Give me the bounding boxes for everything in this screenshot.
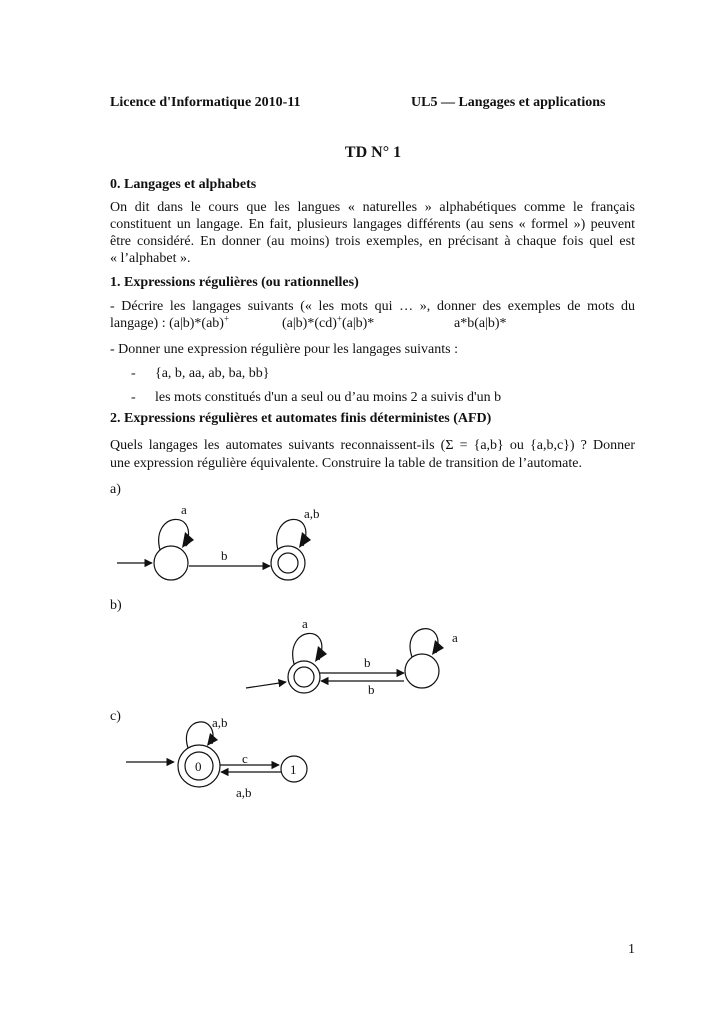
line2-prefix: langage) : [110,316,170,331]
regex-2: (a|b)*(cd)+(a|b)* [282,313,375,331]
state-initial [154,546,188,580]
section1-heading: 1. Expressions régulières (ou rationnelles) [110,275,359,290]
automaton-a [117,502,320,580]
state-final [271,546,305,580]
transition-label: c [242,751,248,766]
list-item-dash: - [131,390,136,405]
state-final-inner [278,553,298,573]
initial-arrow [246,682,286,688]
section0-line: constituent un langage. En fait, plusieurs langages différents (au sens « formel ») peuvent [110,217,635,232]
header-unit: UL5 — Langages et applications [411,95,606,110]
section1-line3: - Donner une expression régulière pour les langages suivants : [110,342,458,357]
loop-label: a [452,630,458,645]
state-2 [405,654,439,688]
section0-line: « l’alphabet ». [110,251,191,266]
state-1-label: 1 [290,762,297,777]
section1-line1: - Décrire les langages suivants (« les mots qui … », donner des exemples de mots du [110,299,635,314]
section2-heading: 2. Expressions régulières et automates finis déterministes (AFD) [110,411,492,426]
transition-label: a,b [236,785,252,800]
loop-label: a [302,616,308,631]
section0-line: être considéré. En donner (au moins) trois exemples, en précisant à chaque fois quel est [110,234,635,249]
state-0-label: 0 [195,759,202,774]
loop-label: a,b [304,506,320,521]
automaton-b-label: b) [110,598,122,613]
transition-label: b [221,548,228,563]
section0-line: On dit dans le cours que les langues « naturelles » alphabétiques comme le français [110,200,635,215]
state-final-inner [294,667,314,687]
transition-label: b [368,682,375,697]
loop-label: a,b [212,715,228,730]
page-number: 1 [628,942,635,957]
state-initial-final [288,661,320,693]
loop-head [315,646,327,662]
page-title: TD N° 1 [344,144,402,161]
regex-1: (a|b)*(ab)+ [169,313,230,331]
automaton-b [246,616,458,697]
automaton-c [126,715,307,800]
automaton-a-label: a) [110,482,121,497]
list-item: les mots constitués d'un a seul ou d’au moins 2 a suivis d'un b [155,390,502,405]
loop-head [299,532,311,548]
section2-line2: une expression régulière équivalente. Construire la table de transition de l’automate. [110,456,582,471]
loop-label: a [181,502,187,517]
section2-line1: Quels langages les automates suivants reconnaissent-ils (Σ = {a,b} ou {a,b,c}) ? Donner [110,438,635,453]
transition-label: b [364,655,371,670]
list-item-dash: - [131,366,136,381]
automaton-c-label: c) [110,709,121,724]
header-course: Licence d'Informatique 2010-11 [110,95,301,110]
list-item: {a, b, aa, ab, ba, bb} [155,366,270,381]
section0-heading: 0. Langages et alphabets [110,177,257,192]
regex-3: a*b(a|b)* [454,316,507,331]
